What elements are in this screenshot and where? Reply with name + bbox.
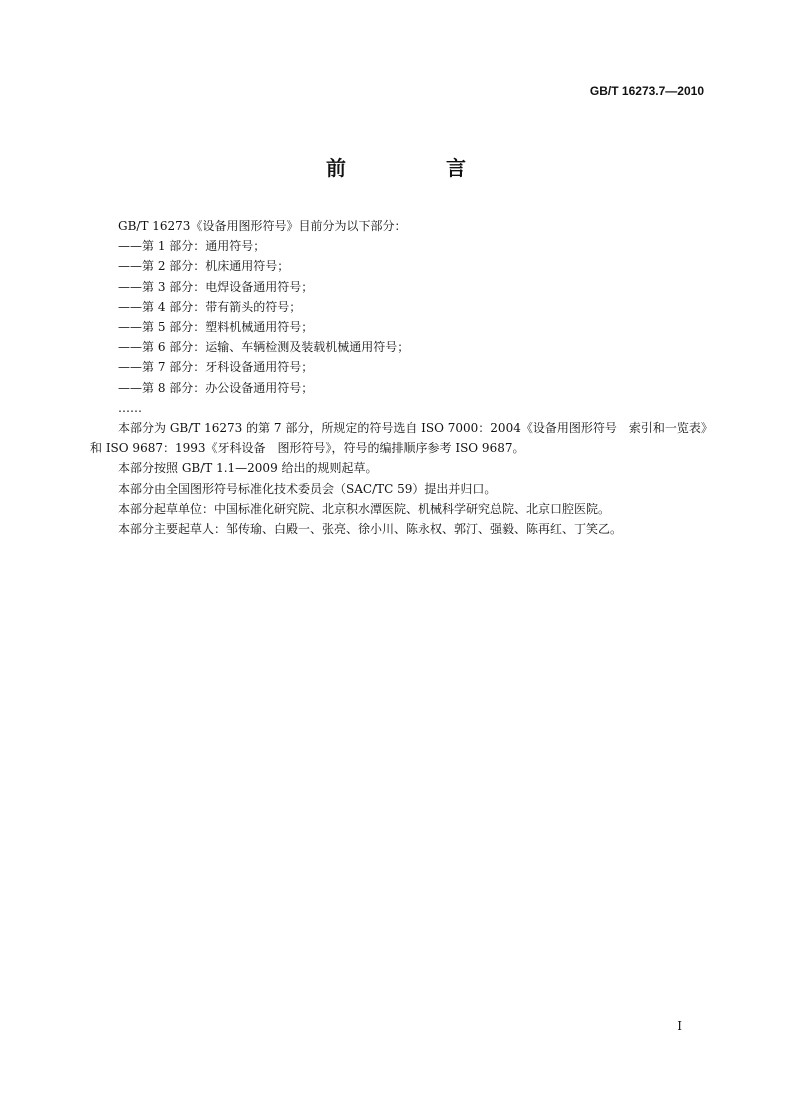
paragraph-drafting-units: 本部分起草单位：中国标准化研究院、北京积水潭医院、机械科学研究总院、北京口腔医院。 <box>118 501 611 516</box>
paragraph-drafting-rules: 本部分按照 GB/T 1.1—2009 给出的规则起草。 <box>118 461 378 476</box>
part-item: ——第 5 部分：塑料机械通用符号； <box>118 320 314 335</box>
part-item: ——第 1 部分：通用符号； <box>118 239 266 254</box>
part-item: ——第 7 部分：牙科设备通用符号； <box>118 360 314 375</box>
page-number: I <box>677 1019 682 1033</box>
paragraph-proposer: 本部分由全国图形符号标准化技术委员会（SAC/TC 59）提出并归口。 <box>118 481 497 496</box>
part-item: ——第 3 部分：电焊设备通用符号； <box>118 279 314 294</box>
paragraph-drafters: 本部分主要起草人：邹传瑜、白殿一、张亮、徐小川、陈永权、郭汀、强毅、陈再红、丁笑乙。 <box>118 522 623 537</box>
part-item: ——第 8 部分：办公设备通用符号； <box>118 380 314 395</box>
ellipsis: …… <box>118 400 142 415</box>
part-item: ——第 6 部分：运输、车辆检测及装载机械通用符号； <box>118 340 410 355</box>
part-item: ——第 2 部分：机床通用符号； <box>118 259 290 274</box>
standard-number: GB/T 16273.7—2010 <box>589 84 704 98</box>
part-item: ——第 4 部分：带有箭头的符号； <box>118 299 302 314</box>
document-body <box>90 216 710 539</box>
paragraph-scope: 本部分为 GB/T 16273 的第 7 部分，所规定的符号选自 ISO 7000：2004《设备用图形符号 索引和一览表》和 ISO 9687：1993《牙科设备 图形符号》，符号的编排顺序参考 ISO 9687。 <box>90 421 707 456</box>
page-title: 前 言 <box>326 156 506 180</box>
intro-line: GB/T 16273《设备用图形符号》目前分为以下部分： <box>118 219 407 233</box>
